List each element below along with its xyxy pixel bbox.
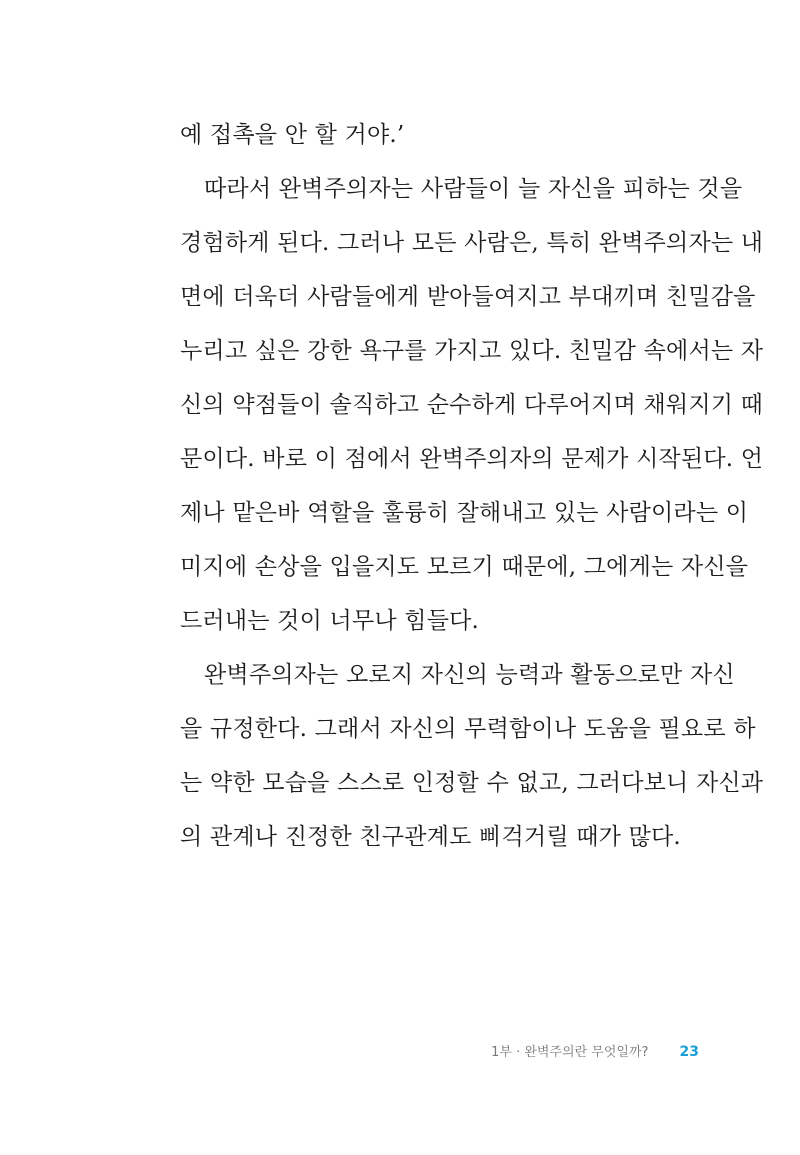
text-line: 경험하게 된다. 그러나 모든 사람은, 특히 완벽주의자는 내 <box>180 230 764 256</box>
text-line: 제나 맡은바 역할을 훌륭히 잘해내고 있는 사람이라는 이 <box>180 500 749 526</box>
text-line: 누리고 싶은 강한 욕구를 가지고 있다. 친밀감 속에서는 자 <box>180 338 764 364</box>
text-line: 예 접촉을 안 할 거야.’ <box>180 122 405 148</box>
text-line: 완벽주의자는 오로지 자신의 능력과 활동으로만 자신 <box>204 662 735 688</box>
text-line: 을 규정한다. 그래서 자신의 무력함이나 도움을 필요로 하 <box>180 716 756 742</box>
text-line: 신의 약점들이 솔직하고 순수하게 다루어지며 채워지기 때 <box>180 392 764 418</box>
page-footer <box>491 1040 699 1062</box>
text-line: 의 관계나 진정한 친구관계도 삐걱거릴 때가 많다. <box>180 824 681 850</box>
text-line: 따라서 완벽주의자는 사람들이 늘 자신을 피하는 것을 <box>204 176 743 202</box>
text-line: 면에 더욱더 사람들에게 받아들여지고 부대끼며 친밀감을 <box>180 284 756 310</box>
page-number: 23 <box>679 1044 699 1060</box>
body-text <box>180 108 764 864</box>
text-line: 드러내는 것이 너무나 힘들다. <box>180 608 480 634</box>
text-line: 미지에 손상을 입을지도 모르기 때문에, 그에게는 자신을 <box>180 554 749 580</box>
running-footer-title: 1부 · 완벽주의란 무엇일까? <box>491 1045 649 1060</box>
text-line: 문이다. 바로 이 점에서 완벽주의자의 문제가 시작된다. 언 <box>180 446 764 472</box>
text-line: 는 약한 모습을 스스로 인정할 수 없고, 그러다보니 자신과 <box>180 770 764 796</box>
